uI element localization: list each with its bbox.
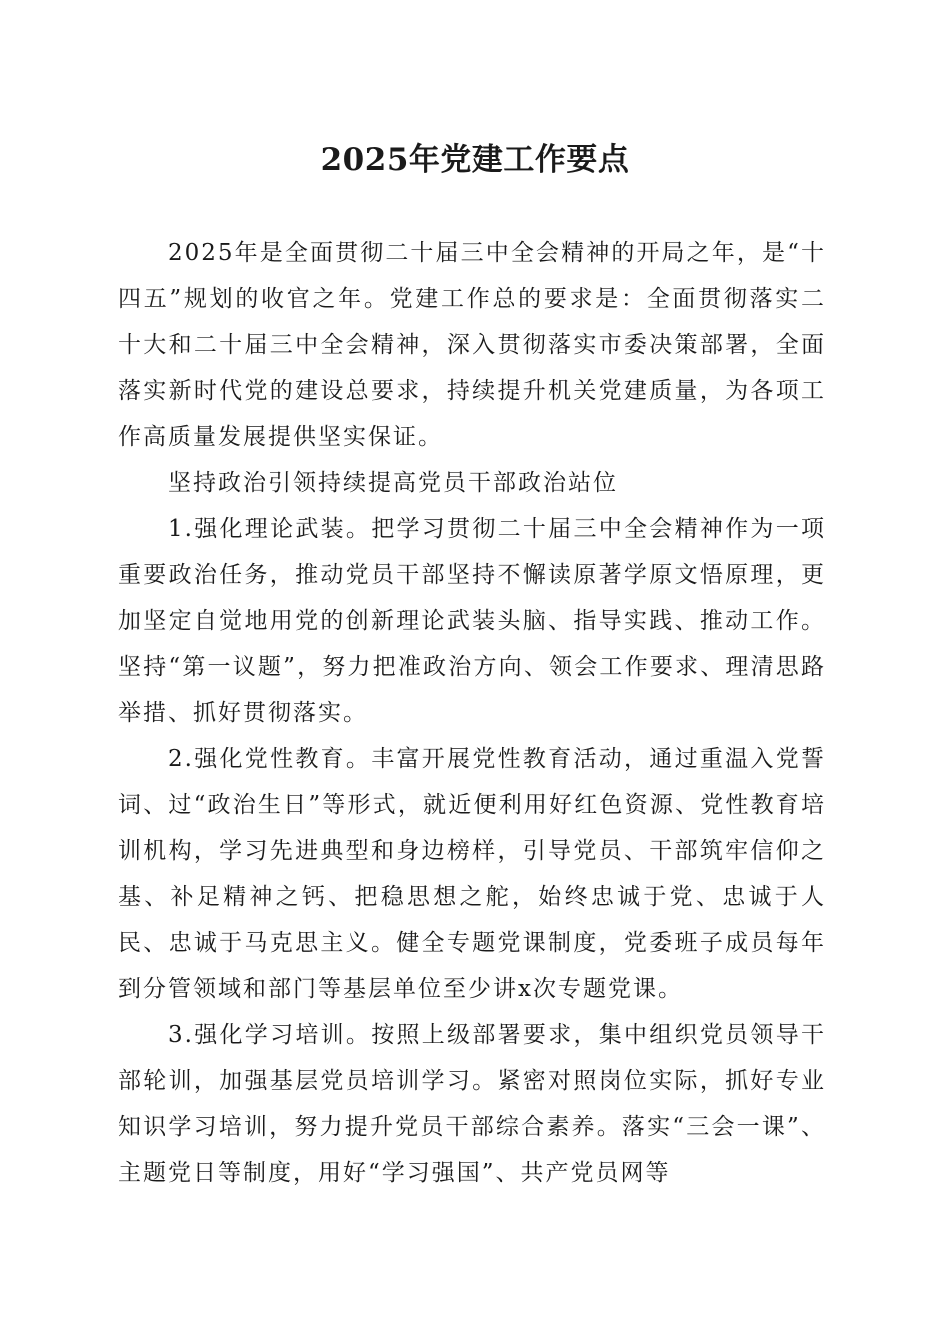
document-title: 2025年党建工作要点	[320, 142, 630, 178]
intro-paragraph: 2025年是全面贯彻二十届三中全会精神的开局之年，是“十四五”规划的收官之年。党建工作总的要求是：全面贯彻落实二十大和二十届三中全会精神，深入贯彻落实市委决策部署，全面落实新时代党的建设总要求，持续提升机关党建质量，为各项工作高质量发展提供坚实保证。	[118, 240, 826, 450]
item-1-paragraph: 1.强化理论武装。把学习贯彻二十届三中全会精神作为一项重要政治任务，推动党员干部坚持不懈读原著学原文悟原理，更加坚定自觉地用党的创新理论武装头脑、指导实践、推动工作。坚持“第一议题”，努力把准政治方向、领会工作要求、理清思路举措、抓好贯彻落实。	[118, 516, 826, 726]
item-2-paragraph: 2.强化党性教育。丰富开展党性教育活动，通过重温入党誓词、过“政治生日”等形式，就近便利用好红色资源、党性教育培训机构，学习先进典型和身边榜样，引导党员、干部筑牢信仰之基、补足精神之钙、把稳思想之舵，始终忠诚于党、忠诚于人民、忠诚于马克思主义。健全专题党课制度，党委班子成员每年到分管领域和部门等基层单位至少讲x次专题党课。	[118, 746, 826, 1002]
document-body	[118, 230, 826, 1196]
section-heading: 坚持政治引领持续提高党员干部政治站位	[168, 470, 618, 496]
item-3-paragraph: 3.强化学习培训。按照上级部署要求，集中组织党员领导干部轮训，加强基层党员培训学习。紧密对照岗位实际，抓好专业知识学习培训，努力提升党员干部综合素养。落实“三会一课”、主题党日等制度，用好“学习强国”、共产党员网等	[118, 1022, 826, 1186]
